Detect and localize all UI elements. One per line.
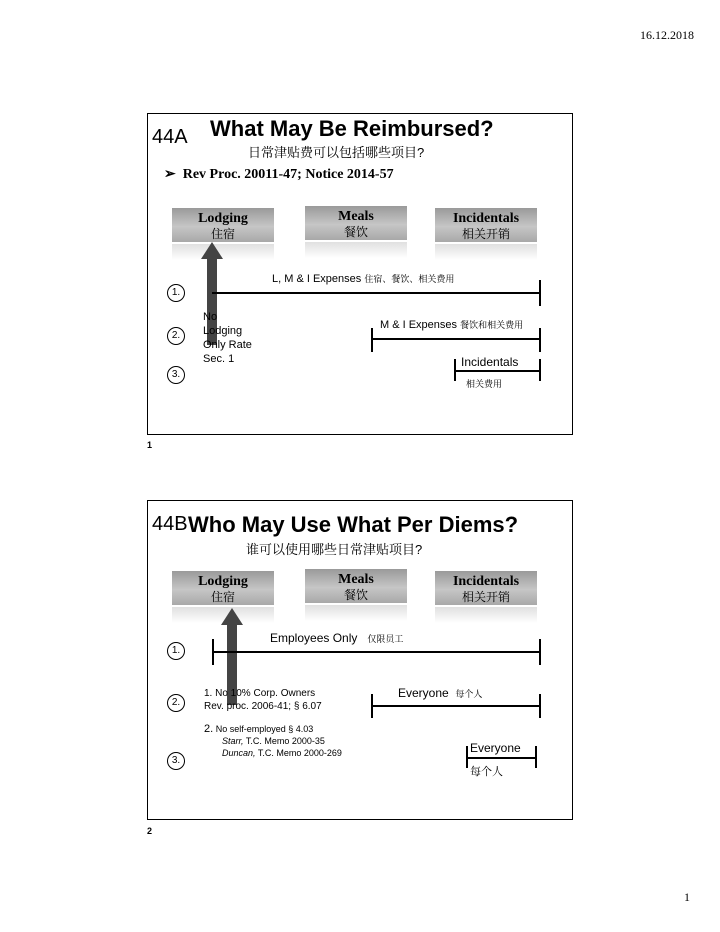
line1-bar [212, 651, 541, 653]
line3-label-zh: 每个人 [470, 766, 503, 778]
arrow-up-icon [221, 608, 243, 625]
line3-end-tick [539, 359, 541, 381]
meals-box: Meals 餐饮 [305, 569, 407, 603]
row-number-2: 2. [167, 694, 185, 712]
line3-label-zh: 相关费用 [466, 379, 503, 389]
slide-number-2: 2 [147, 826, 153, 836]
line3-label: Incidentals [461, 355, 519, 369]
line1-bar [212, 292, 540, 294]
no-lodging-note: No Lodging Only Rate Sec. 1 [203, 311, 252, 365]
line2-start-tick [371, 328, 373, 352]
line2-label: M & I Expenses 餐饮和相关费用 [380, 319, 524, 331]
incidentals-box: Incidentals 相关开销 [435, 571, 537, 605]
arrow-up-icon [201, 242, 223, 259]
line2-label: Everyone 每个人 [398, 686, 483, 700]
slide-title: Who May Use What Per Diems? [188, 512, 519, 537]
meals-box-reflection [305, 242, 407, 258]
meals-box-reflection [305, 605, 407, 621]
line2-end-tick [539, 328, 541, 352]
slide-1 [147, 113, 573, 435]
line3-label: Everyone [470, 741, 521, 755]
line1-label: Employees Only 仅限员工 [270, 631, 404, 645]
slide-number-1: 1 [147, 440, 153, 450]
line1-end-tick [539, 639, 541, 665]
line2-end-tick [539, 694, 541, 718]
slide-2 [147, 500, 573, 820]
bullet-reference: ➢ Rev Proc. 20011-47; Notice 2014-57 [164, 167, 394, 182]
meals-box: Meals 餐饮 [305, 206, 407, 240]
line1-label: L, M & I Expenses 住宿、餐饮、相关费用 [272, 273, 455, 285]
lodging-box-reflection [172, 244, 274, 260]
incidentals-box: Incidentals 相关开销 [435, 208, 537, 242]
row-number-1: 1. [167, 642, 185, 660]
row-number-1: 1. [167, 284, 185, 302]
lodging-box: Lodging 住宿 [172, 208, 274, 242]
row-number-2: 2. [167, 327, 185, 345]
line2-bar [371, 705, 541, 707]
incidentals-box-reflection [435, 607, 537, 623]
lodging-box: Lodging 住宿 [172, 571, 274, 605]
slide-tag: 44A [152, 126, 188, 148]
line3-end-tick [535, 746, 537, 768]
row-number-3: 3. [167, 366, 185, 384]
page-number: 1 [684, 890, 690, 904]
slide-title: What May Be Reimbursed? [210, 116, 494, 141]
self-employed-note: 2. No self-employed § 4.03 Starr, T.C. Memo 2000-35 Duncan, T.C. Memo 2000-269 [204, 723, 342, 758]
line1-end-tick [539, 280, 541, 306]
incidentals-box-reflection [435, 244, 537, 260]
row-number-3: 3. [167, 752, 185, 770]
bullet-arrow-icon: ➢ [164, 167, 176, 182]
line3-bar [466, 757, 537, 759]
line2-bar [371, 338, 541, 340]
line3-bar [454, 370, 541, 372]
print-date: 16.12.2018 [640, 28, 694, 42]
slide-subtitle-zh: 日常津贴费可以包括哪些项目? [248, 145, 425, 160]
slide-tag: 44B [152, 513, 188, 535]
owners-note: 1. No 10% Corp. Owners Rev. proc. 2006-41; § 6.07 [204, 688, 322, 712]
slide-subtitle-zh: 谁可以使用哪些日常津贴项目? [246, 542, 423, 557]
